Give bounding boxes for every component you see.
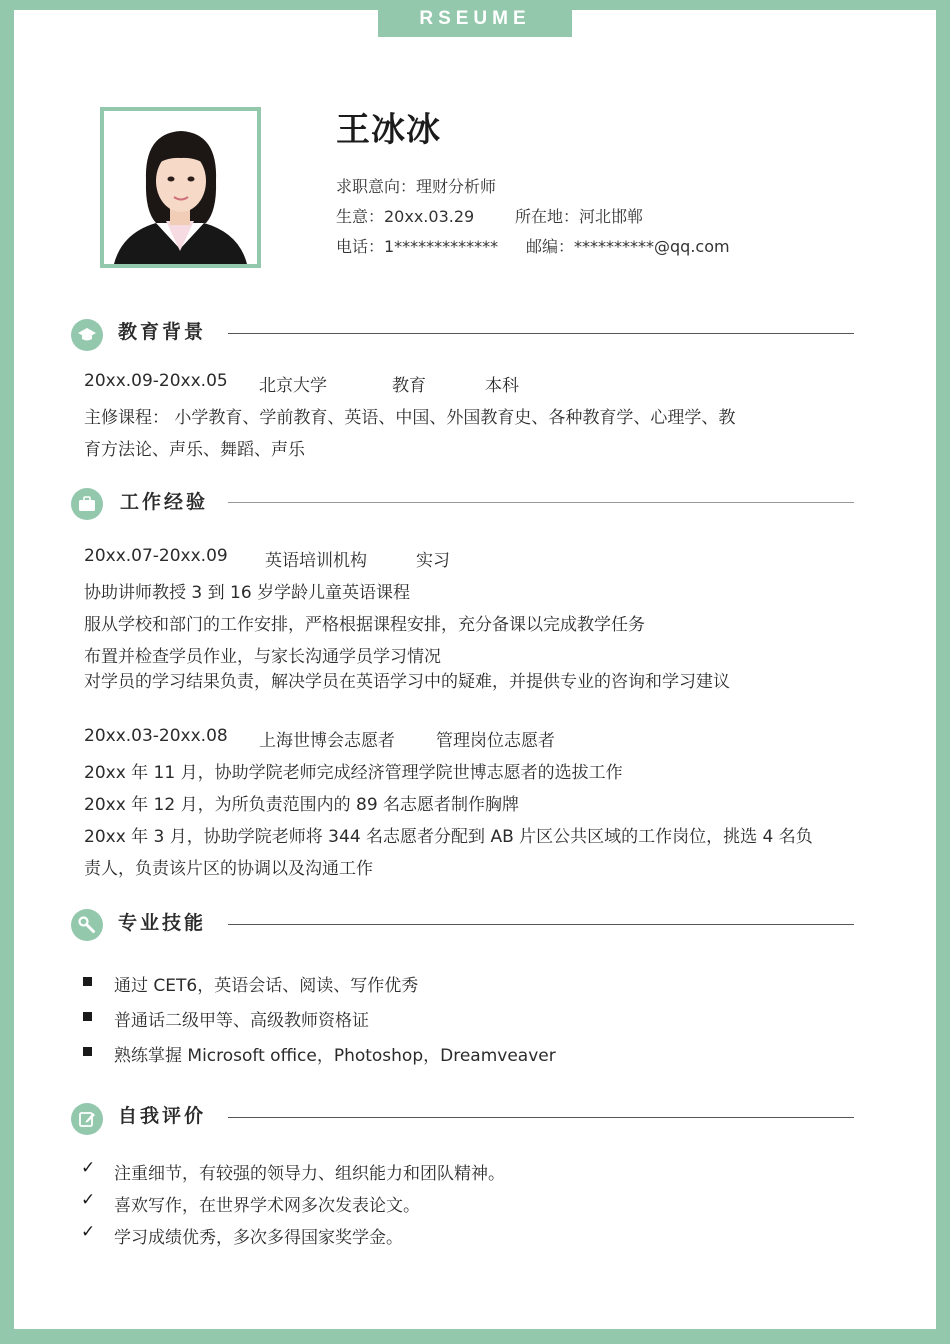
evaluation-item: 喜欢写作，在世界学术网多次发表论文。	[114, 1196, 420, 1216]
education-school: 北京大学	[259, 376, 327, 396]
skill-item: 普通话二级甲等、高级教师资格证	[114, 1011, 369, 1031]
job1-duty: 对学员的学习结果负责，解决学员在英语学习中的疑难，并提供专业的咨询和学习建议	[84, 672, 730, 692]
birth-date: 生意：20xx.03.29	[336, 207, 475, 226]
skills-title: 专业技能	[118, 912, 207, 934]
job2-duty: 20xx 年 11 月，协助学院老师完成经济管理学院世博志愿者的选拔工作	[84, 763, 623, 783]
job2-role: 管理岗位志愿者	[436, 731, 555, 751]
check-icon: ✓	[81, 1222, 96, 1242]
education-divider	[228, 333, 854, 334]
briefcase-icon	[71, 488, 103, 520]
check-icon: ✓	[81, 1158, 96, 1178]
job1-duty: 布置并检查学员作业，与家长沟通学员学习情况	[84, 647, 441, 667]
skill-item: 熟练掌握 Microsoft office，Photoshop，Dreamveaver	[114, 1046, 556, 1066]
evaluation-item: 注重细节，有较强的领导力、组织能力和团队精神。	[114, 1164, 505, 1184]
work-divider	[228, 502, 854, 503]
job1-org: 英语培训机构	[265, 551, 367, 571]
location: 所在地：河北邯郸	[515, 207, 644, 226]
education-degree: 本科	[485, 376, 519, 396]
evaluation-item: 学习成绩优秀，多次多得国家奖学金。	[114, 1228, 403, 1248]
evaluation-divider	[228, 1117, 854, 1118]
job2-date: 20xx.03-20xx.08	[84, 726, 228, 746]
evaluation-title: 自我评价	[118, 1105, 207, 1127]
bullet-square	[83, 1012, 92, 1021]
job2-org: 上海世博会志愿者	[259, 731, 395, 751]
job1-duty: 协助讲师教授 3 到 16 岁学龄儿童英语课程	[84, 583, 411, 603]
job1-role: 实习	[416, 551, 450, 571]
edit-icon	[71, 1103, 103, 1135]
resume-header-tab: RSEUME	[378, 0, 572, 37]
profile-photo	[100, 107, 261, 268]
wrench-icon	[71, 909, 103, 941]
skill-item: 通过 CET6，英语会话、阅读、写作优秀	[114, 976, 419, 996]
education-date: 20xx.09-20xx.05	[84, 371, 228, 391]
education-major: 教育	[392, 376, 426, 396]
job2-duty: 20xx 年 3 月，协助学院老师将 344 名志愿者分配到 AB 片区公共区域的工作岗位，挑选 4 名负	[84, 827, 813, 847]
graduation-cap-icon	[71, 319, 103, 351]
job-objective: 求职意向：理财分析师	[336, 177, 497, 196]
education-title: 教育背景	[118, 321, 207, 343]
job2-duty: 20xx 年 12 月，为所负责范围内的 89 名志愿者制作胸牌	[84, 795, 520, 815]
bullet-square	[83, 1047, 92, 1056]
check-icon: ✓	[81, 1190, 96, 1210]
bullet-square	[83, 977, 92, 986]
work-title: 工作经验	[120, 491, 209, 513]
phone: 电话：1*************	[336, 237, 499, 256]
candidate-name: 王冰冰	[336, 110, 441, 150]
job1-date: 20xx.07-20xx.09	[84, 546, 228, 566]
email: 邮编：**********@qq.com	[526, 237, 730, 256]
job1-duty: 服从学校和部门的工作安排，严格根据课程安排，充分备课以完成教学任务	[84, 615, 645, 635]
education-courses: 主修课程： 小学教育、学前教育、英语、中国、外国教育史、各种教育学、心理学、教	[84, 408, 736, 428]
education-courses-cont: 育方法论、声乐、舞蹈、声乐	[84, 440, 305, 460]
skills-divider	[228, 924, 854, 925]
job2-duty: 责人，负责该片区的协调以及沟通工作	[84, 859, 373, 879]
resume-page	[14, 7, 936, 1329]
